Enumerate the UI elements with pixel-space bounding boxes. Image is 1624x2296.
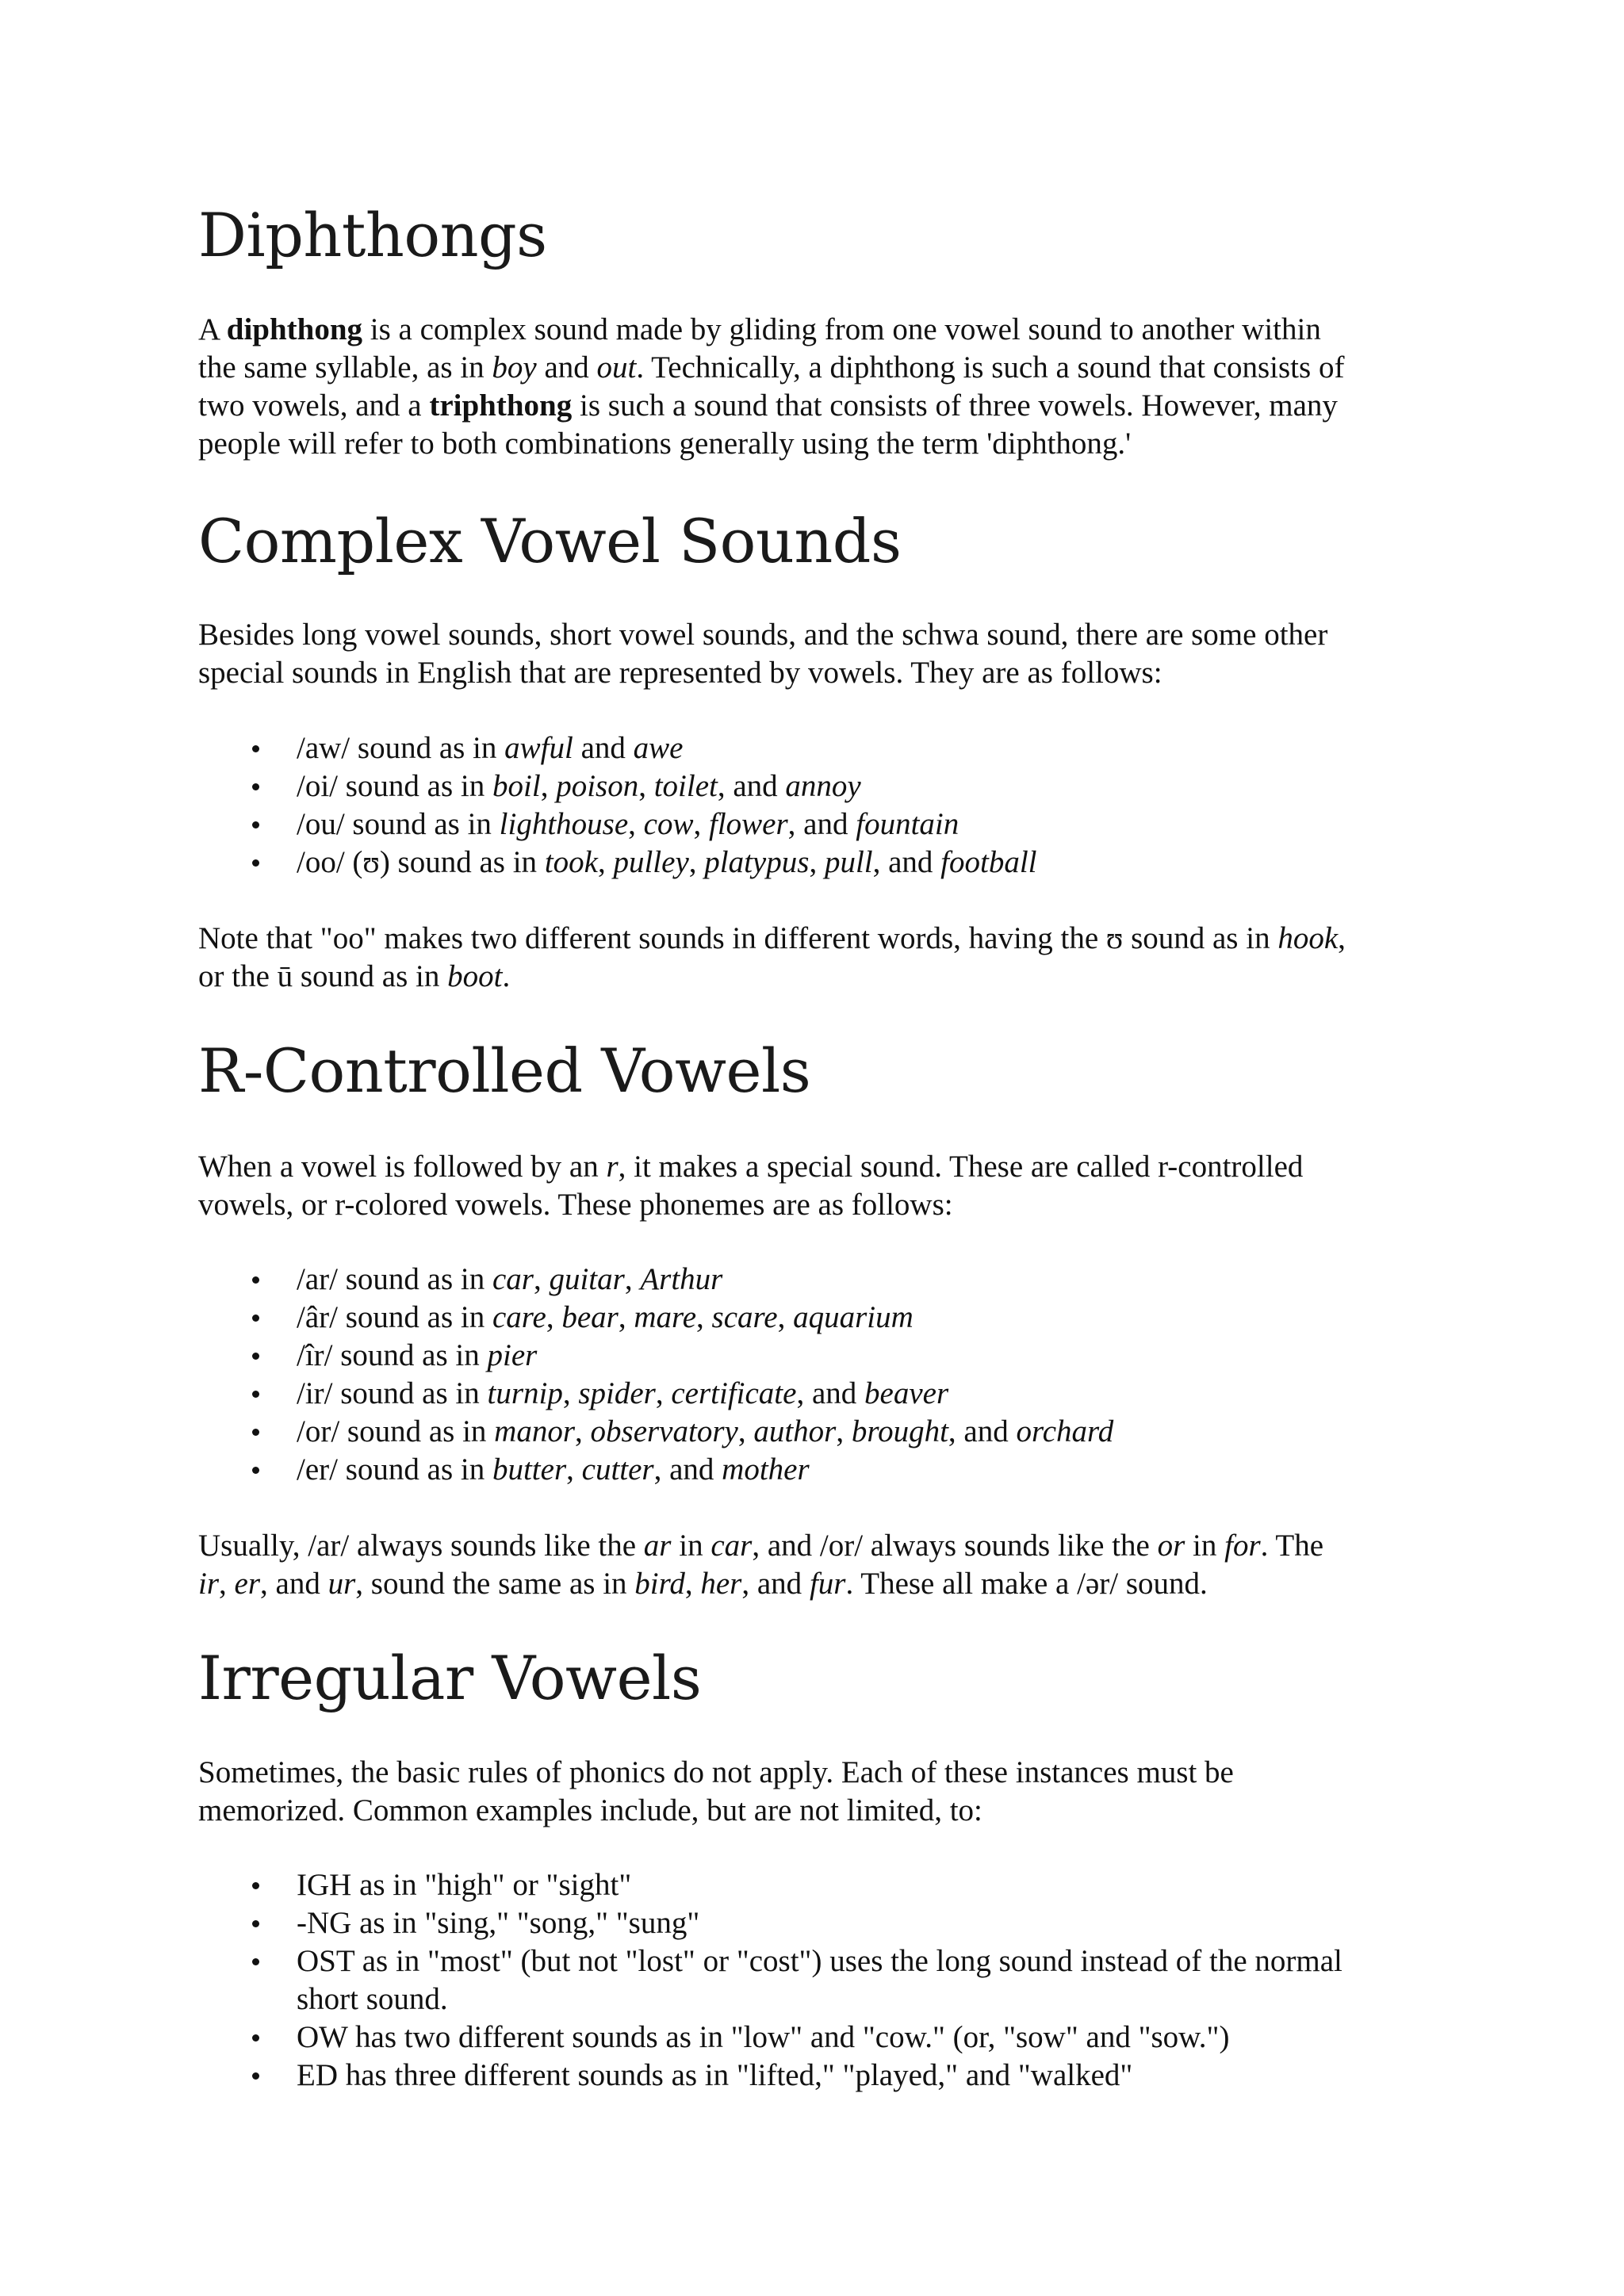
heading-r-controlled-vowels: R-Controlled Vowels [198,1035,811,1106]
text-line: OST as in "most" (but not "lost" or "cost") uses the long sound instead of the normal [297,1944,1342,1978]
heading-diphthongs: Diphthongs [198,200,547,270]
text-line: When a vowel is followed by an r, it makes a special sound. These are called r-controlled [198,1150,1304,1184]
text-line: memorized. Common examples include, but are not limited, to: [198,1793,982,1827]
text-line: IGH as in "high" or "sight" [297,1868,632,1902]
text-line: /ou/ sound as in lighthouse, cow, flower, and fountain [297,807,959,841]
list-item [198,1942,1435,2019]
list-irregular-vowels [198,1866,1435,2095]
list-item [198,2057,1435,2095]
text-line: two vowels, and a triphthong is such a sound that consists of three vowels. However, many [198,388,1338,423]
paragraph-r-controlled-note [198,1527,1435,1603]
list-item [198,1375,1435,1413]
text-line: -NG as in "sing," "song," "sung" [297,1906,700,1940]
text-line: people will refer to both combinations generally using the term 'diphthong.' [198,427,1132,461]
paragraph-complex-note [198,920,1435,996]
text-line: /aw/ sound as in awful and awe [297,731,684,765]
list-item [198,1337,1435,1375]
list-item [198,2019,1435,2057]
text-line: ED has three different sounds as in "lifted," "played," and "walked" [297,2058,1133,2092]
text-line: special sounds in English that are represented by vowels. They are as follows: [198,656,1162,690]
list-item [198,844,1435,882]
paragraph-complex-intro [198,616,1435,692]
heading-complex-vowel-sounds: Complex Vowel Sounds [198,506,902,576]
text-line: Sometimes, the basic rules of phonics do not apply. Each of these instances must be [198,1755,1234,1789]
list-item [198,1261,1435,1299]
list-item [198,1451,1435,1489]
text-line: /or/ sound as in manor, observatory, author, brought, and orchard [297,1414,1114,1448]
text-line: /oo/ (ʊ) sound as in took, pulley, platypus, pull, and football [297,845,1037,879]
paragraph-r-controlled-intro [198,1148,1435,1224]
paragraph-diphthongs [198,311,1435,463]
list-item [198,1299,1435,1337]
text-line: or the ū sound as in boot. [198,959,511,993]
text-line: A diphthong is a complex sound made by gliding from one vowel sound to another within [198,312,1321,346]
text-line: OW has two different sounds as in "low" and "cow." (or, "sow" and "sow.") [297,2020,1230,2054]
text-line: /er/ sound as in butter, cutter, and mother [297,1452,810,1487]
text-line: the same syllable, as in boy and out. Technically, a diphthong is such a sound that consists of [198,350,1345,385]
text-line: Usually, /ar/ always sounds like the ar in car, and /or/ always sounds like the or in for. The [198,1529,1324,1563]
paragraph-irregular-intro [198,1754,1435,1830]
text-line: ir, er, and ur, sound the same as in bird, her, and fur. These all make a /ər/ sound. [198,1567,1208,1601]
list-item [198,1866,1435,1904]
list-item [198,806,1435,844]
list-item [198,729,1435,767]
text-line: Besides long vowel sounds, short vowel sounds, and the schwa sound, there are some other [198,618,1328,652]
list-complex-vowels [198,729,1435,882]
text-line: /oi/ sound as in boil, poison, toilet, and annoy [297,769,861,803]
text-line: /îr/ sound as in pier [297,1338,538,1372]
list-r-controlled-vowels [198,1261,1435,1489]
text-line: /ir/ sound as in turnip, spider, certificate, and beaver [297,1376,949,1410]
list-item [198,1904,1435,1942]
text-line: vowels, or r-colored vowels. These phonemes are as follows: [198,1188,953,1222]
text-line: /ar/ sound as in car, guitar, Arthur [297,1262,723,1296]
list-item [198,767,1435,806]
text-line: /âr/ sound as in care, bear, mare, scare, aquarium [297,1300,914,1334]
heading-irregular-vowels: Irregular Vowels [198,1643,702,1713]
list-item [198,1413,1435,1451]
text-line: short sound. [297,1982,448,2016]
text-line: Note that "oo" makes two different sounds in different words, having the ʊ sound as in hook, [198,921,1346,955]
